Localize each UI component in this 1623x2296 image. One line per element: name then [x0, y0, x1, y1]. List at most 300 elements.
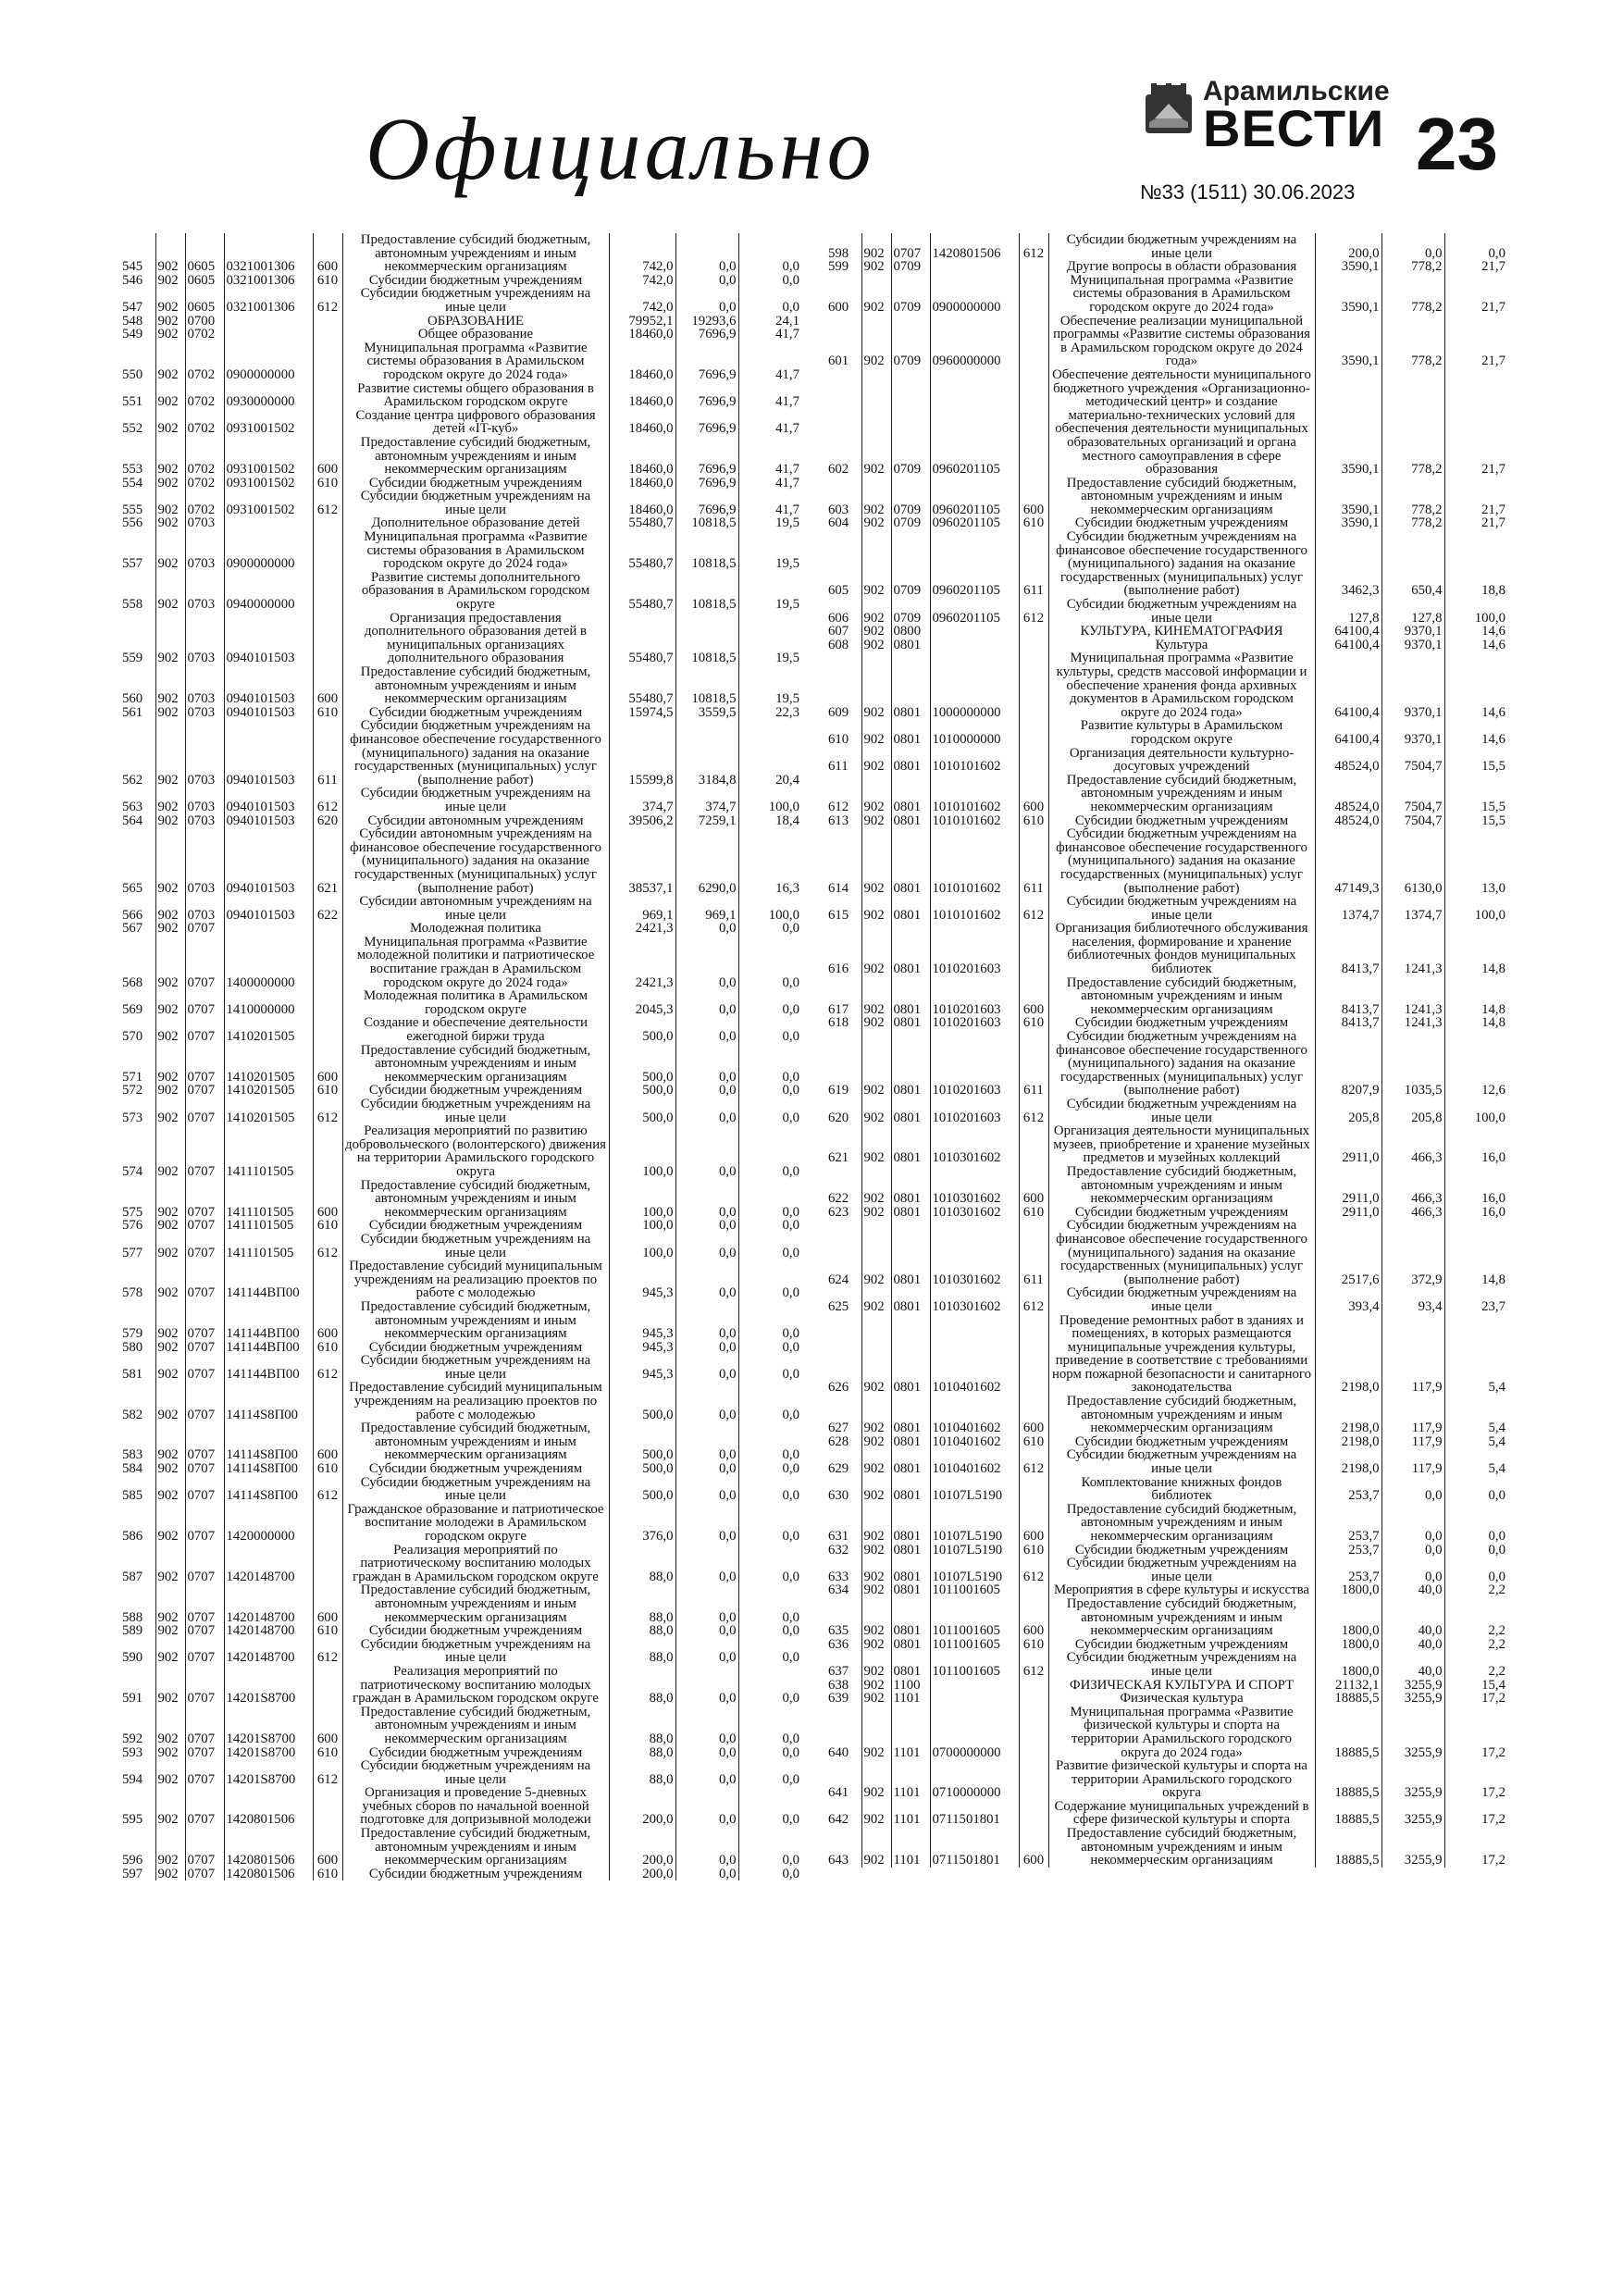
- planned-amount: 18460,0: [609, 477, 675, 490]
- planned-amount: 64100,4: [1315, 652, 1381, 719]
- execution-percent: 15,4: [1444, 1679, 1507, 1693]
- item-description: Организация деятельности муниципальных музеев, приобретение и хранение музейных предметов и музейных коллекций: [1048, 1124, 1315, 1165]
- item-description: Субсидии бюджетным учреждениям: [1048, 814, 1315, 828]
- ministry-code: 902: [861, 922, 891, 975]
- target-code: 0940101503: [224, 612, 313, 665]
- item-description: ФИЗИЧЕСКАЯ КУЛЬТУРА И СПОРТ: [1048, 1679, 1315, 1693]
- table-row: [120, 1341, 801, 1355]
- executed-amount: 3255,9: [1381, 1827, 1444, 1868]
- item-description: Реализация мероприятий по патриотическому воспитанию молодых граждан в Арамильском городском округе: [342, 1665, 609, 1706]
- expense-type-code: [1019, 719, 1048, 746]
- expense-type-code: [313, 1503, 342, 1544]
- row-number: 573: [122, 1110, 143, 1125]
- target-code: 1400000000: [224, 936, 313, 989]
- section-code: 0707: [185, 1044, 224, 1085]
- execution-percent: 0,0: [738, 1044, 801, 1085]
- expense-type-code: 610: [313, 1462, 342, 1476]
- execution-percent: 41,7: [738, 490, 801, 516]
- item-description: Создание и обеспечение деятельности ежегодной биржи труда: [342, 1016, 609, 1043]
- expense-type-code: [313, 1786, 342, 1827]
- row-number: 643: [828, 1853, 849, 1868]
- planned-amount: 18460,0: [609, 436, 675, 477]
- row-number: 551: [122, 394, 143, 409]
- ministry-code: 902: [861, 895, 891, 922]
- planned-amount: 18460,0: [609, 328, 675, 341]
- item-description: Субсидии автономным учреждениям на иные цели: [342, 895, 609, 922]
- row-number: 634: [828, 1583, 849, 1597]
- expense-type-code: 611: [1019, 1030, 1048, 1098]
- executed-amount: 117,9: [1381, 1448, 1444, 1475]
- section-code: 0801: [891, 652, 930, 719]
- section-code: 0801: [891, 1030, 930, 1098]
- executed-amount: 0,0: [1381, 1503, 1444, 1544]
- row-number: 561: [122, 705, 143, 720]
- execution-percent: 2,2: [1444, 1597, 1507, 1638]
- section-code: 0707: [185, 1354, 224, 1381]
- execution-percent: 17,2: [1444, 1827, 1507, 1868]
- table-row: [120, 1759, 801, 1786]
- section-code: 0605: [185, 233, 224, 274]
- row-number: 584: [122, 1462, 143, 1476]
- ministry-code: 902: [861, 1651, 891, 1678]
- ministry-code: 902: [155, 382, 185, 409]
- table-row: [826, 1827, 1507, 1868]
- section-code: 0801: [891, 895, 930, 922]
- ministry-code: 902: [155, 1233, 185, 1260]
- table-row: [120, 787, 801, 813]
- row-number: 575: [122, 1204, 143, 1220]
- ministry-code: 902: [861, 1544, 891, 1558]
- executed-amount: 778,2: [1381, 516, 1444, 530]
- expense-type-code: 600: [1019, 774, 1048, 814]
- row-number: 562: [122, 772, 143, 788]
- table-row: [120, 1044, 801, 1085]
- row-number: 580: [122, 1340, 143, 1355]
- section-code: 0707: [185, 1084, 224, 1098]
- item-description: Субсидии бюджетным учреждениям: [1048, 1544, 1315, 1558]
- planned-amount: 500,0: [609, 1421, 675, 1462]
- ministry-code: 902: [861, 814, 891, 828]
- table-row: [120, 1746, 801, 1760]
- item-description: Муниципальная программа «Развитие молодежной политики и патриотическое воспитание граждан в Арамильском городском округе до 2024 года»: [342, 936, 609, 989]
- row-number: 638: [828, 1678, 849, 1693]
- target-code: [224, 516, 313, 530]
- target-code: 1410201505: [224, 1044, 313, 1085]
- table-row: [826, 1692, 1507, 1706]
- row-number: 583: [122, 1447, 143, 1463]
- executed-amount: 40,0: [1381, 1638, 1444, 1652]
- item-description: Культура: [1048, 639, 1315, 652]
- item-description: Предоставление субсидий бюджетным, автономным учреждениям и иным некоммерческим организациям: [1048, 1503, 1315, 1544]
- ministry-code: 902: [155, 233, 185, 274]
- expense-type-code: 600: [1019, 1395, 1048, 1435]
- section-code: 1100: [891, 1679, 930, 1693]
- planned-amount: 18460,0: [609, 341, 675, 382]
- table-row: [826, 1651, 1507, 1678]
- item-description: Субсидии бюджетным учреждениям на иные цели: [342, 1354, 609, 1381]
- ministry-code: 902: [861, 274, 891, 315]
- item-description: Субсидии бюджетным учреждениям на иные цели: [342, 490, 609, 516]
- executed-amount: 0,0: [1381, 233, 1444, 260]
- expense-type-code: [313, 1665, 342, 1706]
- item-description: Молодежная политика в Арамильском городском округе: [342, 989, 609, 1016]
- table-row: [826, 1476, 1507, 1503]
- section-code: 0801: [891, 827, 930, 895]
- target-code: 1010000000: [930, 719, 1019, 746]
- expense-type-code: 610: [313, 274, 342, 288]
- section-code: 0801: [891, 1638, 930, 1652]
- planned-amount: 945,3: [609, 1260, 675, 1300]
- execution-percent: 0,0: [738, 1786, 801, 1827]
- section-code: 0703: [185, 612, 224, 665]
- target-code: 0930000000: [224, 382, 313, 409]
- target-code: 0940101503: [224, 814, 313, 828]
- expense-type-code: 611: [1019, 1219, 1048, 1286]
- section-code: 0801: [891, 1503, 930, 1544]
- table-row: [826, 260, 1507, 274]
- execution-percent: 14,6: [1444, 652, 1507, 719]
- target-code: 0940101503: [224, 895, 313, 922]
- target-code: 0321001306: [224, 233, 313, 274]
- section-code: 0707: [185, 989, 224, 1016]
- planned-amount: 500,0: [609, 1084, 675, 1098]
- planned-amount: 127,8: [1315, 598, 1381, 625]
- executed-amount: 10818,5: [675, 516, 738, 530]
- section-code: 0703: [185, 719, 224, 787]
- ministry-code: 902: [155, 1341, 185, 1355]
- expense-type-code: [313, 1260, 342, 1300]
- execution-percent: 0,0: [738, 1124, 801, 1178]
- table-row: [826, 1206, 1507, 1220]
- expense-type-code: 612: [1019, 1286, 1048, 1313]
- section-code: 1101: [891, 1706, 930, 1759]
- item-description: Организация библиотечного обслуживания населения, формирование и хранение библиотечных фондов муниципальных библиотек: [1048, 922, 1315, 975]
- executed-amount: 0,0: [675, 1786, 738, 1827]
- executed-amount: 0,0: [1381, 1476, 1444, 1503]
- execution-percent: 0,0: [738, 1462, 801, 1476]
- expense-type-code: [1019, 1583, 1048, 1597]
- table-row: [826, 652, 1507, 719]
- ministry-code: 902: [861, 774, 891, 814]
- table-row: [826, 516, 1507, 530]
- table-row: [120, 1421, 801, 1462]
- executed-amount: 7504,7: [1381, 774, 1444, 814]
- expense-type-code: [313, 612, 342, 665]
- item-description: Реализация мероприятий по развитию добровольческого (волонтерского) движения на территории Арамильского городского округа: [342, 1124, 609, 1178]
- target-code: [930, 639, 1019, 652]
- expense-type-code: [313, 1544, 342, 1584]
- section-code: 0801: [891, 1124, 930, 1165]
- target-code: [224, 315, 313, 329]
- execution-percent: 0,0: [738, 1544, 801, 1584]
- target-code: 1420801506: [930, 233, 1019, 260]
- target-code: [930, 625, 1019, 639]
- row-number: 549: [122, 328, 143, 341]
- table-row: [826, 1098, 1507, 1124]
- section-code: 0707: [185, 1746, 224, 1760]
- executed-amount: 3255,9: [1381, 1706, 1444, 1759]
- section-code: 0703: [185, 530, 224, 571]
- item-description: Муниципальная программа «Развитие физической культуры и спорта на территории Арамильского городского округа до 2024 года»: [1048, 1706, 1315, 1759]
- planned-amount: 18885,5: [1315, 1800, 1381, 1827]
- executed-amount: 0,0: [675, 287, 738, 314]
- executed-amount: 7696,9: [675, 477, 738, 490]
- execution-percent: 0,0: [738, 1219, 801, 1233]
- executed-amount: 0,0: [675, 1868, 738, 1881]
- item-description: Содержание муниципальных учреждений в сфере физической культуры и спорта: [1048, 1800, 1315, 1827]
- executed-amount: 0,0: [1381, 1557, 1444, 1583]
- ministry-code: 902: [861, 1448, 891, 1475]
- section-code: 0801: [891, 1395, 930, 1435]
- executed-amount: 0,0: [675, 1544, 738, 1584]
- executed-amount: 117,9: [1381, 1314, 1444, 1396]
- planned-amount: 500,0: [609, 1462, 675, 1476]
- table-row: [120, 382, 801, 409]
- expense-type-code: 600: [313, 665, 342, 706]
- item-description: Общее образование: [342, 328, 609, 341]
- row-number: 608: [828, 638, 849, 652]
- row-number: 566: [122, 907, 143, 923]
- target-code: 141144ВП00: [224, 1354, 313, 1381]
- left-column: [120, 233, 801, 1880]
- planned-amount: 8207,9: [1315, 1030, 1381, 1098]
- table-row: [120, 1868, 801, 1881]
- expense-type-code: 612: [313, 1476, 342, 1503]
- ministry-code: 902: [861, 1800, 891, 1827]
- ministry-code: 902: [155, 814, 185, 828]
- expense-type-code: 610: [1019, 814, 1048, 828]
- ministry-code: 902: [861, 233, 891, 260]
- table-row: [120, 516, 801, 530]
- target-code: 14114S8П00: [224, 1381, 313, 1421]
- ministry-code: 902: [155, 477, 185, 490]
- planned-amount: 1800,0: [1315, 1651, 1381, 1678]
- planned-amount: 18460,0: [609, 490, 675, 516]
- target-code: 1010301602: [930, 1206, 1019, 1220]
- planned-amount: 1800,0: [1315, 1583, 1381, 1597]
- target-code: 14114S8П00: [224, 1421, 313, 1462]
- execution-percent: 41,7: [738, 382, 801, 409]
- table-row: [120, 328, 801, 341]
- section-code: 0801: [891, 922, 930, 975]
- ministry-code: 902: [155, 922, 185, 936]
- execution-percent: 100,0: [1444, 1098, 1507, 1124]
- expense-type-code: 600: [313, 1583, 342, 1624]
- planned-amount: 55480,7: [609, 530, 675, 571]
- expense-type-code: [1019, 260, 1048, 274]
- expense-type-code: [313, 922, 342, 936]
- expense-type-code: 612: [313, 287, 342, 314]
- section-code: 0702: [185, 328, 224, 341]
- expense-type-code: 610: [313, 1746, 342, 1760]
- planned-amount: 8413,7: [1315, 922, 1381, 975]
- row-number: 546: [122, 273, 143, 288]
- item-description: Реализация мероприятий по патриотическому воспитанию молодых граждан в Арамильском городском округе: [342, 1544, 609, 1584]
- item-description: Муниципальная программа «Развитие системы образования в Арамильском городском округе до 2024 года»: [342, 341, 609, 382]
- row-number: 633: [828, 1569, 849, 1584]
- table-row: [120, 719, 801, 787]
- section-code: 0702: [185, 341, 224, 382]
- row-number: 630: [828, 1488, 849, 1503]
- ministry-code: 902: [861, 1016, 891, 1030]
- execution-percent: 19,5: [738, 665, 801, 706]
- item-description: Предоставление субсидий бюджетным, автономным учреждениям и иным некоммерческим организациям: [342, 1583, 609, 1624]
- executed-amount: 3255,9: [1381, 1759, 1444, 1800]
- target-code: 1410201505: [224, 1084, 313, 1098]
- executed-amount: 7504,7: [1381, 747, 1444, 774]
- execution-percent: 17,2: [1444, 1800, 1507, 1827]
- row-number: 642: [828, 1812, 849, 1828]
- row-number: 590: [122, 1650, 143, 1665]
- executed-amount: 1241,3: [1381, 1016, 1444, 1030]
- ministry-code: 902: [155, 1219, 185, 1233]
- expense-type-code: 600: [313, 1421, 342, 1462]
- row-number: 555: [122, 502, 143, 517]
- planned-amount: 2198,0: [1315, 1395, 1381, 1435]
- planned-amount: 38537,1: [609, 827, 675, 895]
- ministry-code: 902: [861, 1395, 891, 1435]
- planned-amount: 18885,5: [1315, 1706, 1381, 1759]
- target-code: 1420801506: [224, 1868, 313, 1881]
- execution-percent: 0,0: [738, 989, 801, 1016]
- ministry-code: 902: [861, 1219, 891, 1286]
- planned-amount: 3590,1: [1315, 274, 1381, 315]
- item-description: Субсидии бюджетным учреждениям: [342, 1624, 609, 1638]
- expense-type-code: 612: [313, 1759, 342, 1786]
- execution-percent: 0,0: [738, 922, 801, 936]
- section-code: 0709: [891, 274, 930, 315]
- planned-amount: 200,0: [609, 1786, 675, 1827]
- section-code: 0707: [185, 1124, 224, 1178]
- table-row: [120, 1624, 801, 1638]
- item-description: Субсидии бюджетным учреждениям: [342, 1219, 609, 1233]
- item-description: Субсидии бюджетным учреждениям на финансовое обеспечение государственного (муниципального) задания на оказание государственных (муниципальных) услуг (выполнение работ): [1048, 530, 1315, 598]
- target-code: 0960201105: [930, 368, 1019, 477]
- expense-type-code: [313, 328, 342, 341]
- expense-type-code: 612: [1019, 895, 1048, 922]
- target-code: 141144ВП00: [224, 1260, 313, 1300]
- planned-amount: 88,0: [609, 1746, 675, 1760]
- section-code: 0707: [185, 1233, 224, 1260]
- row-number: 594: [122, 1771, 143, 1787]
- target-code: 1411101505: [224, 1233, 313, 1260]
- planned-amount: 2911,0: [1315, 1206, 1381, 1220]
- item-description: Предоставление субсидий бюджетным, автономным учреждениям и иным некоммерческим организациям: [342, 1300, 609, 1341]
- execution-percent: 0,0: [738, 1476, 801, 1503]
- table-row: [120, 341, 801, 382]
- executed-amount: 650,4: [1381, 530, 1444, 598]
- row-number: 565: [122, 880, 143, 896]
- expense-type-code: 612: [313, 1098, 342, 1124]
- table-row: [120, 1233, 801, 1260]
- item-description: Предоставление субсидий бюджетным, автономным учреждениям и иным некоммерческим организациям: [1048, 774, 1315, 814]
- item-description: Предоставление субсидий муниципальным учреждениям на реализацию проектов по работе с молодежью: [342, 1260, 609, 1300]
- target-code: 1410000000: [224, 989, 313, 1016]
- target-code: 0700000000: [930, 1706, 1019, 1759]
- table-row: [826, 1219, 1507, 1286]
- section-code: 0702: [185, 477, 224, 490]
- ministry-code: 902: [861, 719, 891, 746]
- execution-percent: 0,0: [738, 1665, 801, 1706]
- expense-type-code: 610: [313, 477, 342, 490]
- planned-amount: 969,1: [609, 895, 675, 922]
- ministry-code: 902: [861, 1557, 891, 1583]
- row-number: 631: [828, 1529, 849, 1544]
- right-column: [826, 233, 1507, 1868]
- table-row: [826, 1435, 1507, 1449]
- planned-amount: 3590,1: [1315, 368, 1381, 477]
- row-number: 627: [828, 1421, 849, 1435]
- target-code: 1011001605: [930, 1583, 1019, 1597]
- row-number: 616: [828, 962, 849, 976]
- executed-amount: 0,0: [675, 1503, 738, 1544]
- execution-percent: 5,4: [1444, 1435, 1507, 1449]
- ministry-code: 902: [155, 274, 185, 288]
- row-number: 641: [828, 1785, 849, 1800]
- section-code: 0801: [891, 1165, 930, 1206]
- planned-amount: 253,7: [1315, 1557, 1381, 1583]
- row-number: 563: [122, 799, 143, 814]
- ministry-code: 902: [155, 1503, 185, 1544]
- target-code: 0711501801: [930, 1827, 1019, 1868]
- execution-percent: 14,8: [1444, 976, 1507, 1017]
- executed-amount: 7696,9: [675, 409, 738, 436]
- ministry-code: 902: [155, 1084, 185, 1098]
- planned-amount: 88,0: [609, 1665, 675, 1706]
- target-code: 0940000000: [224, 571, 313, 612]
- row-number: 570: [122, 1029, 143, 1044]
- item-description: Предоставление субсидий бюджетным, автономным учреждениям и иным некоммерческим организациям: [1048, 1597, 1315, 1638]
- expense-type-code: [1019, 368, 1048, 477]
- expense-type-code: 612: [313, 1638, 342, 1665]
- executed-amount: 0,0: [675, 936, 738, 989]
- ministry-code: 902: [155, 1354, 185, 1381]
- executed-amount: 778,2: [1381, 368, 1444, 477]
- executed-amount: 0,0: [675, 233, 738, 274]
- table-row: [120, 1827, 801, 1868]
- planned-amount: 48524,0: [1315, 814, 1381, 828]
- execution-percent: 12,6: [1444, 1030, 1507, 1098]
- section-code: 0703: [185, 516, 224, 530]
- executed-amount: 10818,5: [675, 530, 738, 571]
- executed-amount: 969,1: [675, 895, 738, 922]
- item-description: Субсидии бюджетным учреждениям на иные цели: [342, 1638, 609, 1665]
- execution-percent: 0,0: [738, 1624, 801, 1638]
- ministry-code: 902: [861, 1206, 891, 1220]
- planned-amount: 3590,1: [1315, 315, 1381, 368]
- item-description: Развитие культуры в Арамильском городском округе: [1048, 719, 1315, 746]
- item-description: Предоставление субсидий бюджетным, автономным учреждениям и иным некоммерческим организациям: [342, 665, 609, 706]
- executed-amount: 0,0: [675, 1746, 738, 1760]
- executed-amount: 3184,8: [675, 719, 738, 787]
- section-code: 0801: [891, 1286, 930, 1313]
- execution-percent: 24,1: [738, 315, 801, 329]
- planned-amount: 200,0: [609, 1868, 675, 1881]
- executed-amount: 0,0: [675, 1583, 738, 1624]
- row-number: 598: [828, 245, 849, 261]
- table-row: [826, 814, 1507, 828]
- target-code: 1411101505: [224, 1219, 313, 1233]
- ministry-code: 902: [861, 1706, 891, 1759]
- execution-percent: 0,0: [738, 1759, 801, 1786]
- section-code: 0801: [891, 1098, 930, 1124]
- item-description: Субсидии бюджетным учреждениям на иные цели: [342, 1476, 609, 1503]
- row-number: 545: [122, 259, 143, 274]
- planned-amount: 48524,0: [1315, 774, 1381, 814]
- section-code: 0801: [891, 1476, 930, 1503]
- ministry-code: 902: [155, 1786, 185, 1827]
- execution-percent: 5,4: [1444, 1448, 1507, 1475]
